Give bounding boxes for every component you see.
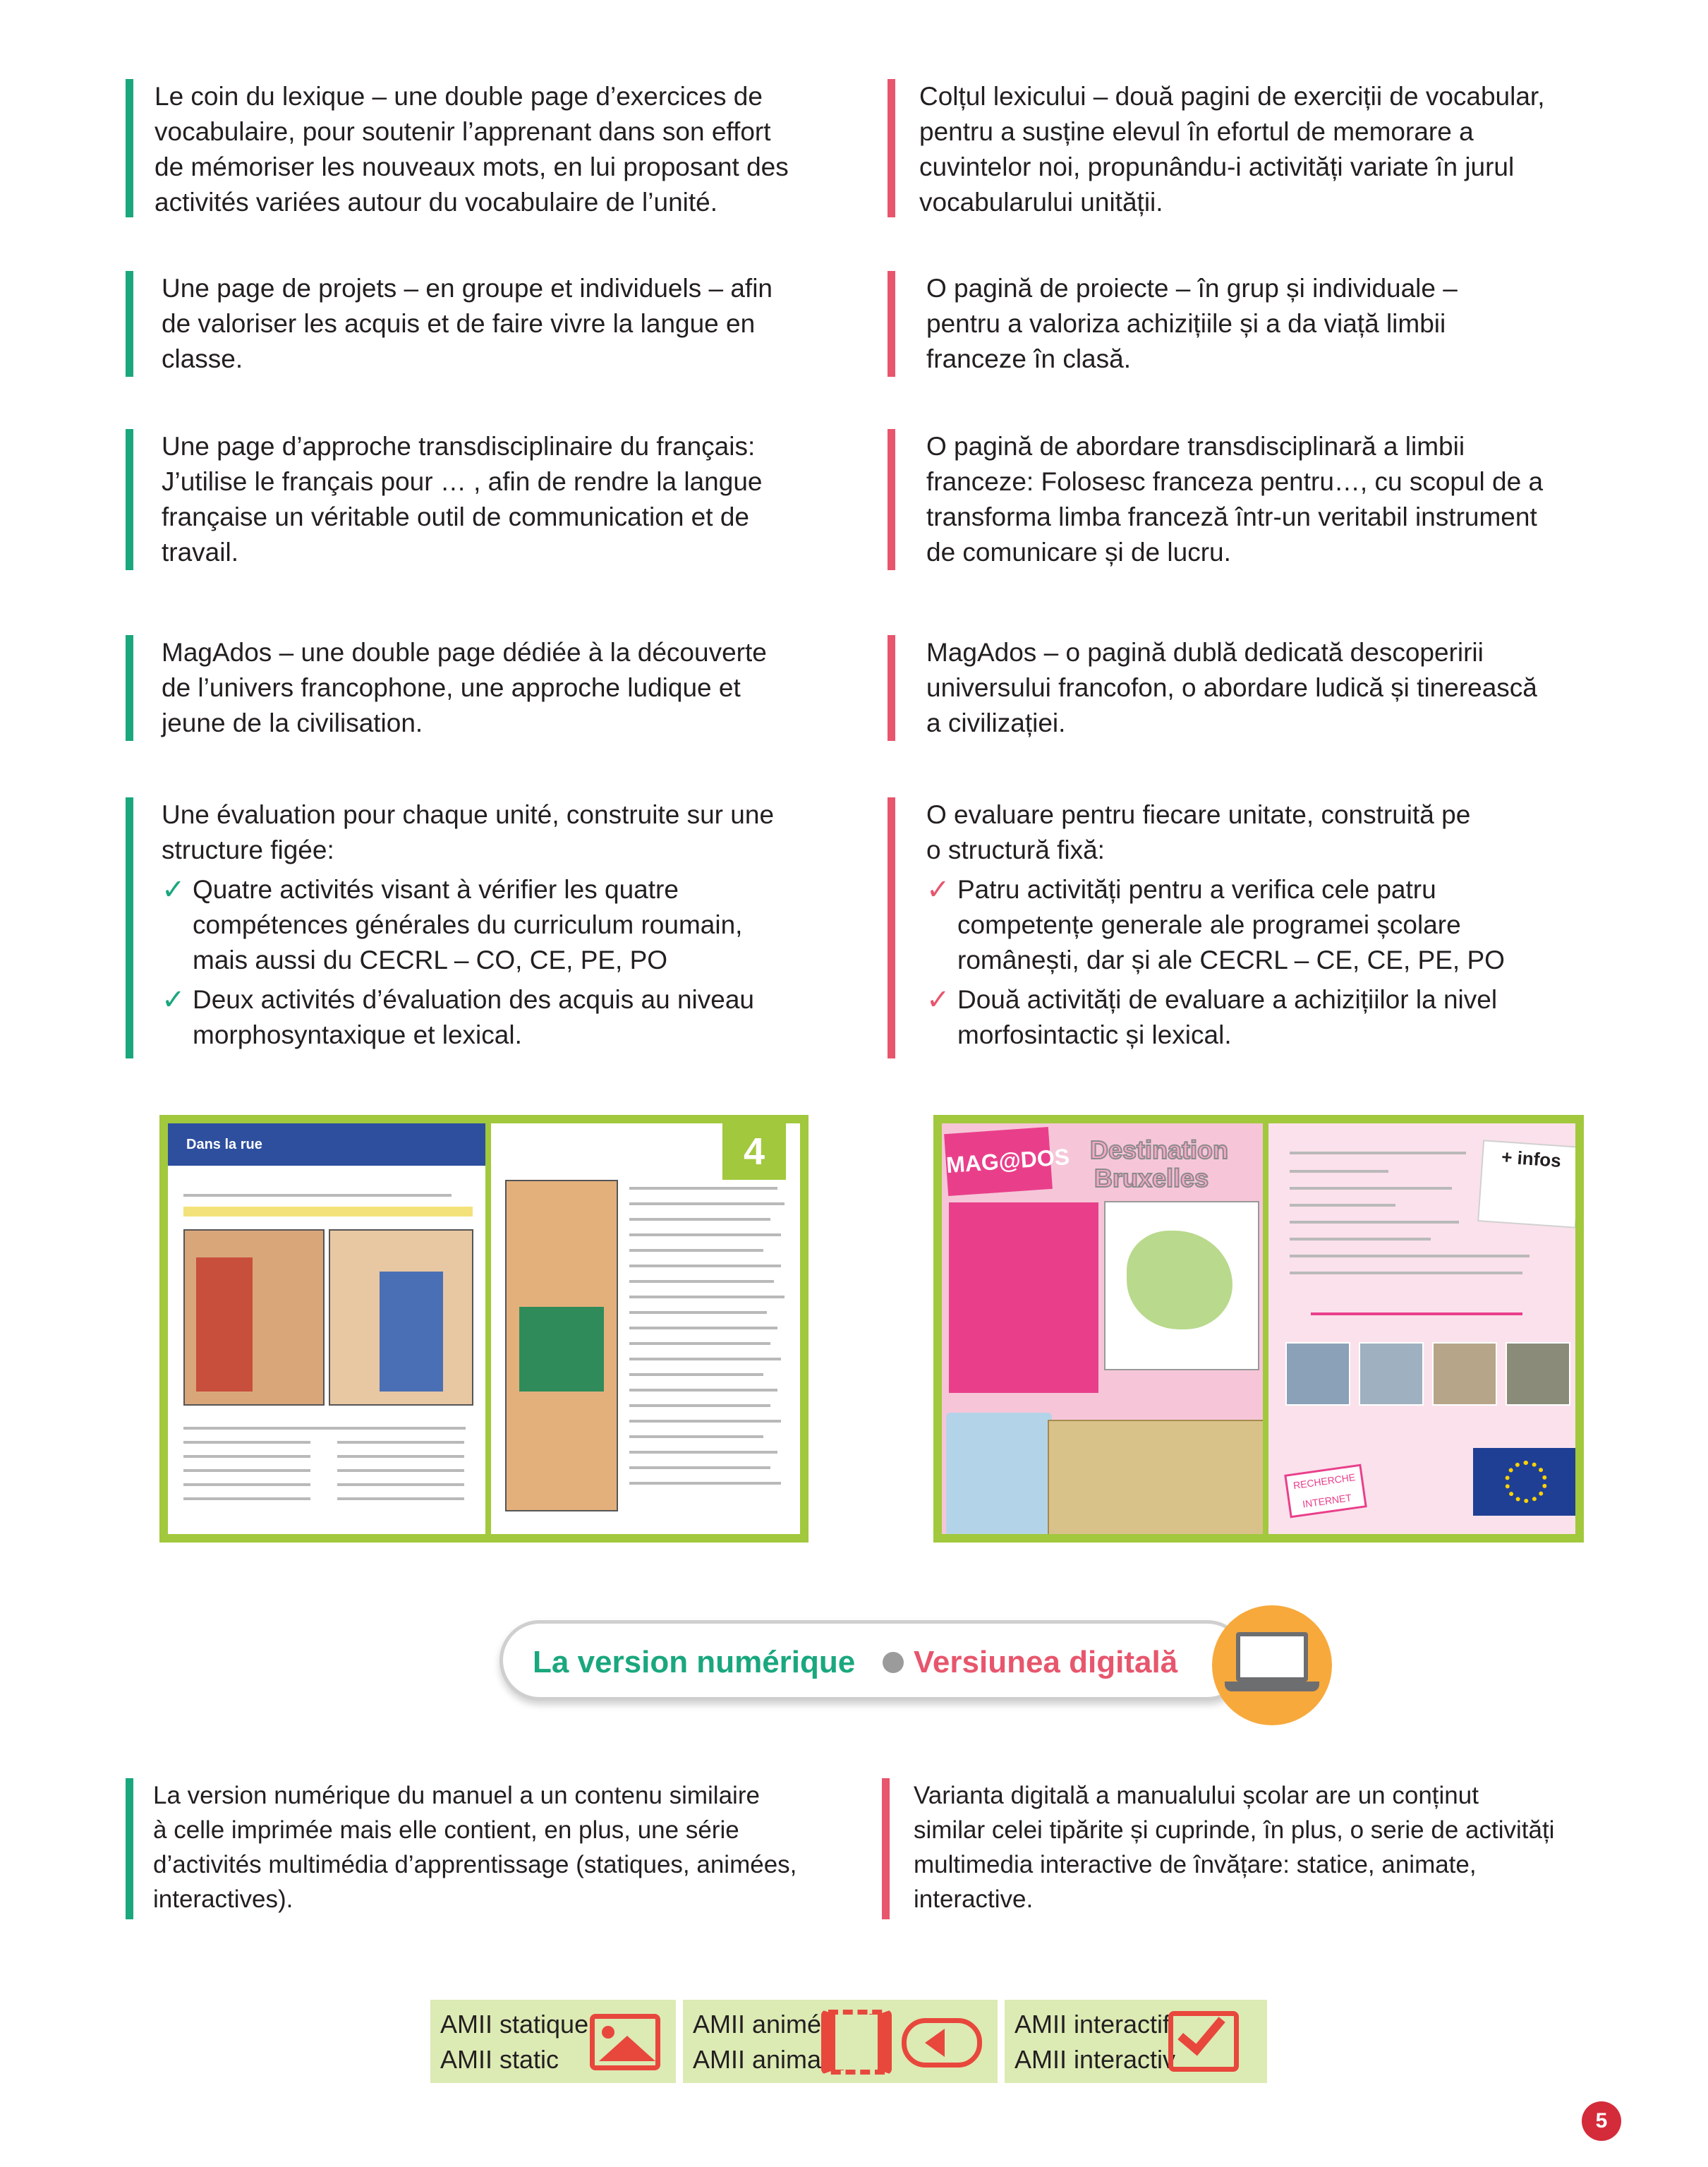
illustration [380,1272,443,1392]
thumbnail-right-page [1268,1123,1575,1534]
text-line: travail. [162,538,238,567]
image-icon [590,2014,660,2070]
text-line: Une page d’approche transdisciplinaire du français: [162,432,756,461]
page-spine [485,1123,491,1534]
text-line [183,1497,310,1500]
legend-label [1014,2007,1175,2077]
text-line [629,1389,777,1392]
text-line [629,1264,781,1267]
checkmark-icon: ✓ [926,874,950,905]
legend-label-fr: AMII statique [440,2010,589,2039]
text-line: morphosyntaxique et lexical. [193,1020,522,1049]
thumbnail-right-page [491,1123,800,1534]
text-line: de l’univers francophone, une approche ludique et [162,673,741,702]
section-magados-fr [126,635,873,741]
text-line: pentru a susține elevul în efortul de memorare a [919,117,1474,146]
text-line: multimedia interactive de învățare: statice, animate, [914,1851,1477,1878]
text-line: interactive. [914,1885,1034,1913]
speaker-icon [902,2018,982,2068]
text-line: à celle imprimée mais elle contient, en plus, une série [153,1816,739,1844]
text-line: de valoriser les acquis et de faire vivre la langue en [162,309,756,338]
text-line [629,1187,777,1190]
text-line: Le coin du lexique – une double page d’exercices de [155,82,763,111]
text-line [629,1202,785,1205]
text-line: O pagină de proiecte – în grup și individuale – [926,274,1458,303]
text-line [183,1441,310,1444]
legend-amii-static [430,2000,676,2083]
text-line [183,1483,310,1486]
text-line [629,1435,763,1438]
text-line: Două activități de evaluare a achizițiilor la nivel [957,985,1498,1014]
text-line: a civilizației. [926,708,1066,737]
text-line [629,1249,763,1252]
text-line: Varianta digitală a manualului școlar are un conținut [914,1782,1479,1809]
text-line [1290,1255,1530,1257]
text-line: Colțul lexicului – două pagini de exerciții de vocabular, [919,82,1545,111]
checklist-item [926,872,1642,978]
text-line [337,1497,464,1500]
section-transdisciplinaire-ro [888,429,1642,570]
text-line [629,1404,770,1407]
photo [1285,1342,1350,1406]
text-line: classe. [162,344,243,373]
legend-label [693,2007,828,2077]
text-line [337,1441,464,1444]
magados-title [1090,1136,1228,1193]
checkmark-icon: ✓ [162,984,186,1015]
magados-thumbnail [933,1115,1584,1543]
text-line: MagAdos – une double page dédiée à la découverte [162,638,767,667]
text-line [629,1451,777,1454]
text-line [1290,1187,1452,1190]
magados-title-line: Destination [1090,1135,1229,1164]
thumbnail-left-page [168,1123,485,1534]
text-line [183,1455,310,1458]
text-line: de mémoriser les nouveaux mots, en lui proposant des [155,152,789,181]
text-line [337,1469,464,1472]
checklist-item [926,982,1642,1053]
check-mark [1177,2006,1225,2056]
recherche-internet-badge: RECHERCHE INTERNET [1284,1464,1367,1519]
unit-number-badge: 4 [722,1123,786,1180]
legend-label-ro: AMII static [440,2045,559,2074]
text-line [1311,1312,1522,1315]
text-line: franceze în clasă. [926,344,1131,373]
banknote-photo [1048,1420,1266,1543]
section-projets-fr [126,271,873,377]
text-line: compétences générales du curriculum roumain, [193,910,743,939]
text-line: Patru activități pentru a verifica cele patru [957,875,1436,904]
text-line: Une page de projets – en groupe et individuels – afin [162,274,773,303]
text-line [183,1427,466,1430]
text-line: mais aussi du CECRL – CO, CE, PE, PO [193,946,668,974]
text-line [337,1483,464,1486]
text-line: similar celei tipărite și cuprinde, în plus, o serie de activități [914,1816,1555,1844]
section-magados-ro [888,635,1642,741]
unit-page-thumbnail [159,1115,808,1543]
magados-title-line: Bruxelles [1094,1164,1209,1193]
section-projets-ro [888,271,1642,377]
text-line: universului francofon, o abordare ludică și tinerească [926,673,1537,702]
text-line [183,1469,310,1472]
text-line [629,1342,770,1345]
checklist-item [162,872,873,978]
page-spine [1263,1123,1268,1534]
text-line: românești, dar și ale CECRL – CE, CE, PE, PO [957,946,1505,974]
section-transdisciplinaire-fr [126,429,873,570]
text-line [629,1482,781,1485]
text-line: jeune de la civilisation. [162,708,423,737]
text-line [629,1373,763,1376]
laptop-screen [1236,1632,1308,1682]
text-line: activités variées autour du vocabulaire de l’unité. [155,188,718,217]
film-icon [821,2010,892,2075]
legend-amii-anime [683,2000,998,2083]
unit-banner: Dans la rue [168,1123,485,1166]
text-line: vocabularului unității. [919,188,1163,217]
text-line [629,1327,777,1329]
eu-flag [1473,1448,1579,1516]
thumbnail-left-page [942,1123,1263,1534]
legend-label [440,2007,588,2077]
text-line: vocabulaire, pour soutenir l’apprenant dans son effort [155,117,771,146]
photo [1506,1342,1570,1406]
section-lexique-fr [126,79,873,217]
text-line: structure figée: [162,835,334,864]
text-line: o structură fixă: [926,835,1105,864]
section-evaluation-ro [888,797,1642,1058]
checklist [162,872,873,1053]
text-line: cuvintelor noi, propunându-i activități variate în jurul [919,152,1515,181]
text-line: MagAdos – o pagină dublă dedicată descoperirii [926,638,1484,667]
section-digital-fr [126,1778,873,1919]
photo [946,1413,1052,1540]
speaker-cone [925,2029,945,2057]
text-line [629,1233,781,1236]
laptop-base [1225,1682,1319,1691]
text-line: La version numérique du manuel a un contenu similaire [153,1782,760,1809]
text-line [1290,1221,1459,1224]
page-number: 5 [1582,2101,1621,2141]
text-line: de comunicare și de lucru. [926,538,1231,567]
text-line [629,1296,785,1298]
text-line [337,1455,464,1458]
text-line: O evaluare pentru fiecare unitate, construită pe [926,800,1471,829]
text-line: Quatre activités visant à vérifier les quatre [193,875,679,904]
text-line [1290,1272,1522,1274]
text-line [629,1311,767,1314]
checkbox-icon [1168,2011,1239,2072]
text-line: transforma limba franceză într-un veritabil instrument [926,502,1537,531]
text-line [1290,1170,1388,1173]
legend-amii-interactif [1005,2000,1267,2083]
separator-dot [883,1652,904,1673]
text-line [183,1194,452,1197]
digital-title-fr: La version numérique [533,1645,856,1679]
text-line [629,1358,781,1360]
text-line [1290,1238,1431,1241]
checkmark-icon: ✓ [162,874,186,905]
text-line: morfosintactic și lexical. [957,1020,1232,1049]
checkmark-icon: ✓ [926,984,950,1015]
infos-note: + infos [1477,1140,1582,1228]
star-ring [1505,1461,1547,1503]
digital-title-ro: Versiunea digitală [914,1645,1178,1679]
mountain-shape [599,2036,655,2061]
text-line: O pagină de abordare transdisciplinară a limbii [926,432,1465,461]
legend-label-fr: AMII animé [693,2010,822,2039]
text-line: pentru a valoriza achizițiile și a da viață limbii [926,309,1446,338]
legend-label-ro: AMII interactiv [1014,2045,1176,2074]
europe-map [1104,1201,1259,1370]
checklist [926,872,1642,1053]
magados-logo: MAG@DOS [944,1127,1053,1196]
section-evaluation-fr [126,797,873,1058]
text-line: Deux activités d’évaluation des acquis au niveau [193,985,754,1014]
checklist-item [162,982,873,1053]
text-line: J’utilise le français pour … , afin de rendre la langue [162,467,763,496]
text-line [1290,1204,1395,1207]
text-line [629,1280,774,1283]
text-line [629,1420,781,1423]
illustration [196,1257,253,1392]
illustration [519,1307,604,1392]
section-lexique-ro [888,79,1642,217]
text-line [183,1207,473,1217]
text-line: interactives). [153,1885,293,1913]
photo [1432,1342,1497,1406]
legend-label-ro: AMII animat [693,2045,829,2074]
text-line: franceze: Folosesc franceza pentru…, cu scopul de a [926,467,1544,496]
text-line: competențe generale ale programei școlare [957,910,1461,939]
photo [1359,1342,1424,1406]
text-line: d’activités multimédia d’apprentissage (statiques, animées, [153,1851,797,1878]
digital-version-banner [499,1620,1247,1701]
text-line: Une évaluation pour chaque unité, construite sur une [162,800,775,829]
map-shape [1127,1231,1232,1329]
text-line: française un véritable outil de communication et de [162,502,749,531]
text-line [629,1466,770,1469]
laptop-icon [1212,1605,1332,1725]
info-box [949,1202,1098,1393]
section-digital-ro [882,1778,1644,1919]
legend-label-fr: AMII interactif [1014,2010,1170,2039]
text-line [1290,1152,1466,1154]
text-line [629,1218,770,1221]
